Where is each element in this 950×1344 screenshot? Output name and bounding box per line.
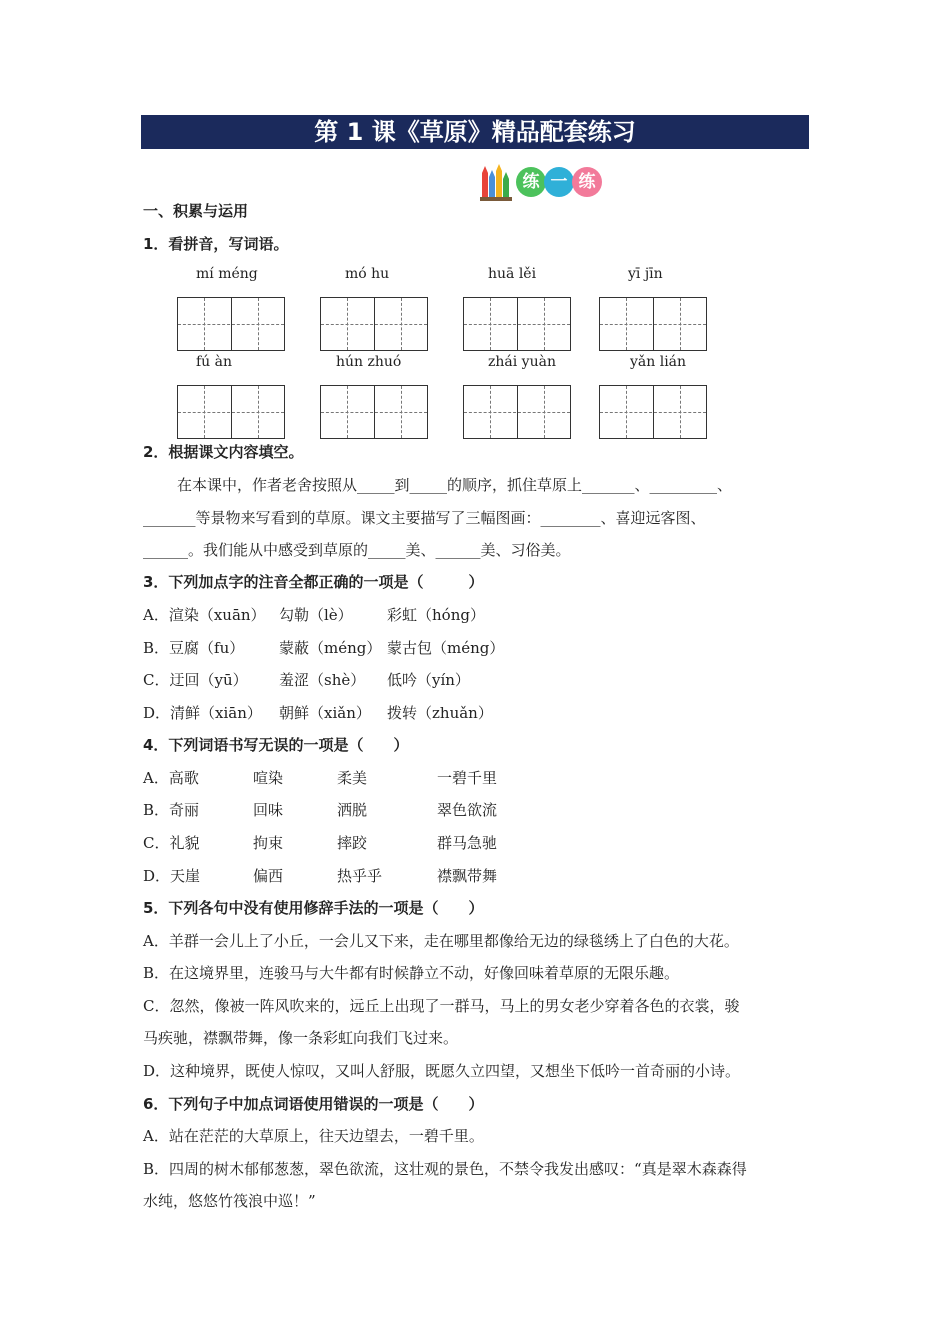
q5-option-c-line-2: 马疾驰，襟飘带舞，像一条彩虹向我们飞过来。 [143, 1029, 459, 1047]
q3-option-a-1: A．渲染（xuān） [143, 606, 266, 624]
q4-option-c-4: 群马急驰 [437, 834, 498, 852]
q3-option-d-1: D．清鲜（xiān） [143, 704, 262, 722]
page-title: 第 1 课《草原》精品配套练习 [141, 115, 809, 149]
q5-option-c-line-1: C．忽然，像被一阵风吹来的，远丘上出现了一群马，马上的男女老少穿着各色的衣裳，骏 [143, 997, 740, 1015]
q3-option-a-3: 彩虹（hóng） [387, 606, 485, 624]
question-2-line-3: ______。我们能从中感受到草原的_____美、______美、习俗美。 [143, 541, 571, 559]
q4-option-a-1: A．高歌 [143, 769, 199, 787]
q4-option-b-2: 回味 [253, 801, 284, 819]
writing-grid-7[interactable] [463, 385, 571, 439]
q5-option-a: A．羊群一会儿上了小丘，一会儿又下来，走在哪里都像给无边的绿毯绣上了白色的大花。 [143, 932, 739, 950]
q4-option-a-3: 柔美 [337, 769, 368, 787]
question-2-label: 2．根据课文内容填空。 [143, 443, 304, 461]
writing-grid-5[interactable] [177, 385, 285, 439]
section-heading: 一、积累与运用 [143, 202, 249, 220]
pinyin-6: hún zhuó [336, 354, 402, 370]
badge-char-2: 一 [544, 167, 574, 197]
q6-option-b-line-2: 水纯，悠悠竹筏浪中巡！” [143, 1192, 316, 1210]
q4-option-b-3: 洒脱 [337, 801, 368, 819]
pinyin-1: mí méng [196, 266, 258, 282]
q4-option-a-4: 一碧千里 [437, 769, 498, 787]
q4-option-b-1: B．奇丽 [143, 801, 200, 819]
q4-option-d-1: D．天崖 [143, 867, 201, 885]
q4-option-a-2: 喧染 [253, 769, 284, 787]
q6-option-b-line-1: B．四周的树木郁郁葱葱，翠色欲流，这壮观的景色，不禁令我发出感叹：“真是翠木森森得 [143, 1160, 747, 1178]
pinyin-3: huā lěi [488, 266, 537, 282]
q4-option-c-1: C．礼貌 [143, 834, 200, 852]
q4-option-d-4: 襟飘带舞 [437, 867, 498, 885]
q4-option-b-4: 翠色欲流 [437, 801, 498, 819]
question-6-label: 6．下列句子中加点词语使用错误的一项是（ ） [143, 1095, 484, 1113]
writing-grid-4[interactable] [599, 297, 707, 351]
practice-badge [478, 161, 608, 203]
q4-option-d-3: 热乎乎 [337, 867, 383, 885]
pinyin-8: yǎn lián [630, 354, 687, 370]
q4-option-d-2: 偏西 [253, 867, 284, 885]
writing-grid-8[interactable] [599, 385, 707, 439]
question-2-line-1: 在本课中，作者老舍按照从_____到_____的顺序，抓住草原上_______、_________、 [177, 476, 733, 494]
writing-grid-3[interactable] [463, 297, 571, 351]
question-3-label: 3．下列加点字的注音全都正确的一项是（ ） [143, 573, 484, 591]
q5-option-b: B．在这境界里，连骏马与大牛都有时候静立不动，好像回味着草原的无限乐趣。 [143, 964, 680, 982]
pinyin-4: yī jīn [628, 266, 663, 282]
question-1-label: 1．看拼音，写词语。 [143, 235, 289, 253]
writing-grid-6[interactable] [320, 385, 428, 439]
pinyin-5: fú àn [196, 354, 233, 370]
pencils-icon [478, 163, 518, 203]
q5-option-d: D．这种境界，既使人惊叹，又叫人舒服，既愿久立四望，又想坐下低吟一首奇丽的小诗。 [143, 1062, 741, 1080]
question-4-label: 4．下列词语书写无误的一项是（ ） [143, 736, 409, 754]
q3-option-b-3: 蒙古包（méng） [387, 639, 505, 657]
writing-grid-2[interactable] [320, 297, 428, 351]
pinyin-7: zhái yuàn [488, 354, 556, 370]
q3-option-d-2: 朝鲜（xiǎn） [279, 704, 371, 722]
pinyin-2: mó hu [345, 266, 390, 282]
question-5-label: 5．下列各句中没有使用修辞手法的一项是（ ） [143, 899, 484, 917]
q3-option-d-3: 拨转（zhuǎn） [387, 704, 493, 722]
q4-option-c-2: 拘束 [253, 834, 284, 852]
q3-option-c-1: C．迂回（yū） [143, 671, 248, 689]
badge-char-1: 练 [516, 167, 546, 197]
writing-grid-1[interactable] [177, 297, 285, 351]
q3-option-c-2: 羞涩（shè） [279, 671, 366, 689]
badge-char-3: 练 [572, 167, 602, 197]
q3-option-c-3: 低吟（yín） [387, 671, 470, 689]
q3-option-b-2: 蒙蔽（méng） [279, 639, 382, 657]
q6-option-a: A．站在茫茫的大草原上，往天边望去，一碧千里。 [143, 1127, 484, 1145]
question-2-line-2: _______等景物来写看到的草原。课文主要描写了三幅图画：________、喜迎远客图、 [143, 509, 706, 527]
q3-option-b-1: B．豆腐（fu） [143, 639, 245, 657]
q4-option-c-3: 摔跤 [337, 834, 368, 852]
q3-option-a-2: 勾勒（lè） [279, 606, 353, 624]
